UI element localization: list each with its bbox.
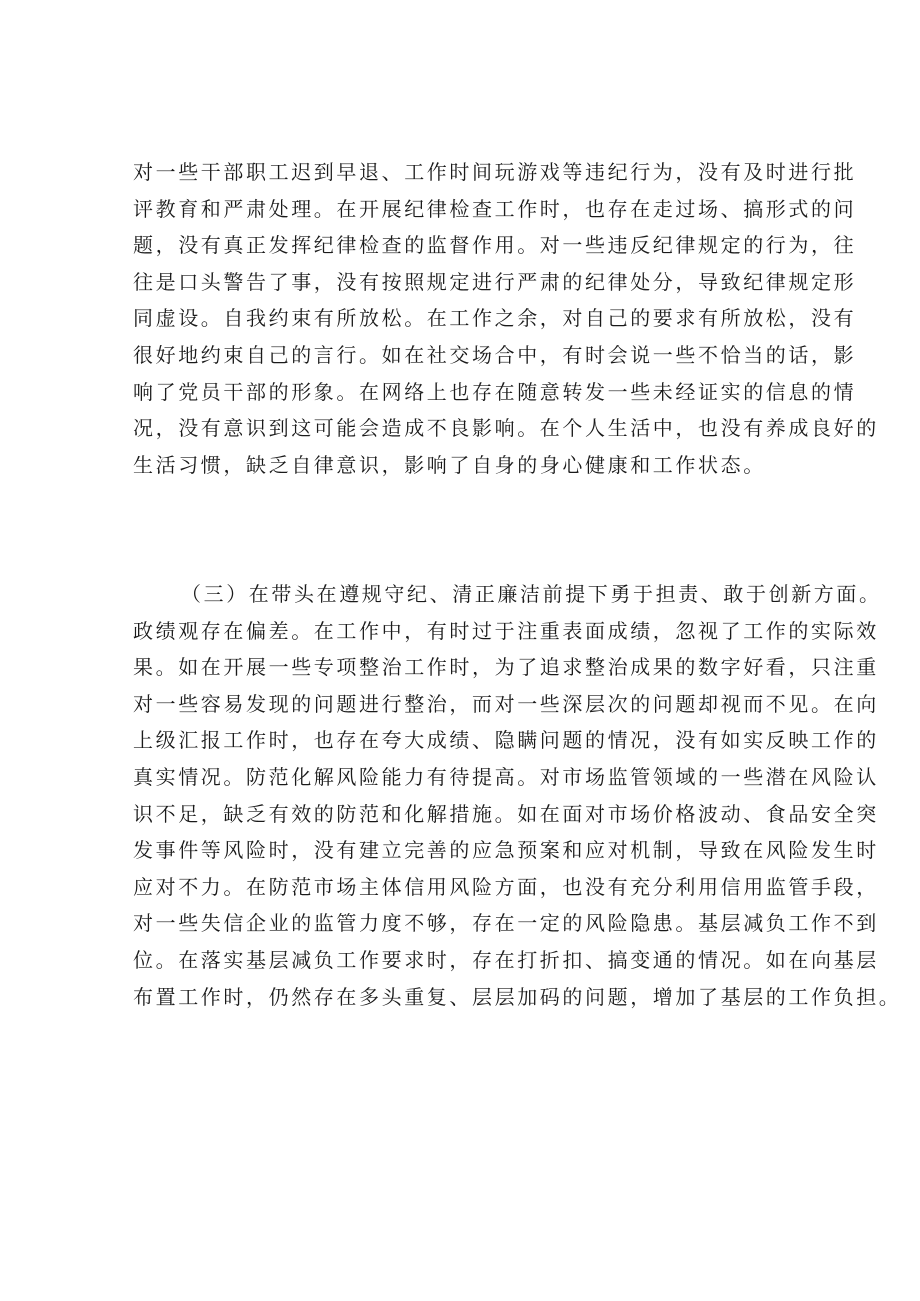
text-line: 果。如在开展一些专项整治工作时，为了追求整治成果的数字好看，只注重	[133, 655, 879, 680]
text-line: 对一些干部职工迟到早退、工作时间玩游戏等违纪行为，没有及时进行批	[133, 160, 857, 184]
text-line: 对一些失信企业的监管力度不够，存在一定的风险隐患。基层减负工作不到	[133, 911, 879, 936]
text-line: 识不足，缺乏有效的防范和化解措施。如在面对市场价格波动、食品安全突	[133, 801, 879, 826]
paragraph-section-three	[133, 576, 902, 1015]
text-line: 往是口头警告了事，没有按照规定进行严肃的纪律处分，导致纪律规定形	[133, 269, 857, 294]
text-line: 上级汇报工作时，也存在夸大成绩、隐瞒问题的情况，没有如实反映工作的	[133, 728, 879, 753]
text-line: 位。在落实基层减负工作要求时，存在打折扣、搞变通的情况。如在向基层	[133, 947, 879, 972]
text-line: 发事件等风险时，没有建立完善的应急预案和应对机制，导致在风险发生时	[133, 838, 879, 863]
text-line: 题，没有真正发挥纪律检查的监督作用。对一些违反纪律规定的行为，往	[133, 233, 857, 258]
text-line: 况，没有意识到这可能会造成不良影响。在个人生活中，也没有养成良好的	[133, 416, 879, 441]
text-line: 响了党员干部的形象。在网络上也存在随意转发一些未经证实的信息的情	[133, 379, 857, 404]
text-line: 同虚设。自我约束有所放松。在工作之余，对自己的要求有所放松，没有	[133, 306, 857, 331]
text-line: 很好地约束自己的言行。如在社交场合中，有时会说一些不恰当的话，影	[133, 342, 857, 367]
section-heading-line: （三）在带头在遵规守纪、清正廉洁前提下勇于担责、敢于创新方面。	[181, 582, 882, 606]
text-line: 布置工作时，仍然存在多头重复、层层加码的问题，增加了基层的工作负担。	[133, 984, 902, 1009]
paragraph-discipline	[133, 154, 879, 483]
text-line: 真实情况。防范化解风险能力有待提高。对市场监管领域的一些潜在风险认	[133, 764, 879, 789]
text-line: 应对不力。在防范市场主体信用风险方面，也没有充分利用信用监管手段，	[133, 874, 879, 899]
text-line: 生活习惯，缺乏自律意识，影响了自身的身心健康和工作状态。	[133, 452, 766, 477]
text-line: 政绩观存在偏差。在工作中，有时过于注重表面成绩，忽视了工作的实际效	[133, 618, 879, 643]
text-line: 对一些容易发现的问题进行整治，而对一些深层次的问题却视而不见。在向	[133, 691, 879, 716]
text-line: 评教育和严肃处理。在开展纪律检查工作时，也存在走过场、搞形式的问	[133, 196, 857, 221]
